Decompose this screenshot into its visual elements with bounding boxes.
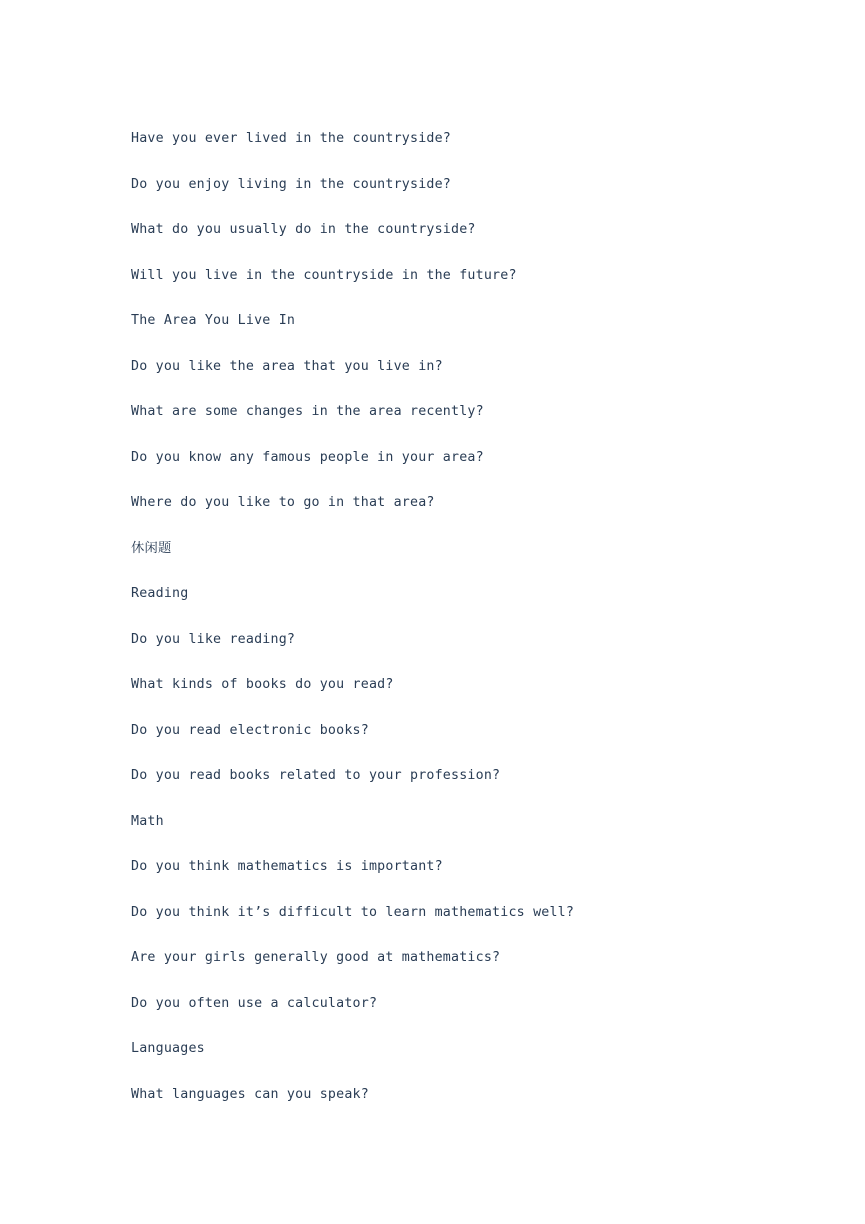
section-heading: Math (131, 813, 164, 829)
question-line: Do you think mathematics is important? (131, 859, 443, 874)
question-line: What do you usually do in the countryside? (131, 222, 476, 237)
section-heading: Languages (131, 1041, 205, 1056)
question-line: Do you often use a calculator? (131, 995, 378, 1011)
question-line: Do you read books related to your profession? (131, 768, 501, 783)
question-line: What languages can you speak? (131, 1086, 369, 1102)
question-line: Do you read electronic books? (131, 722, 369, 738)
question-line: What kinds of books do you read? (131, 677, 394, 692)
question-line: Have you ever lived in the countryside? (131, 131, 452, 146)
question-line: Will you live in the countryside in the future? (131, 267, 517, 283)
question-line: Do you enjoy living in the countryside? (131, 176, 452, 192)
question-line: Do you like reading? (131, 631, 296, 647)
document-body (131, 128, 574, 1129)
question-line: Do you think it’s difficult to learn mathematics well? (131, 904, 575, 920)
question-line: Do you know any famous people in your area? (131, 449, 484, 465)
question-line: What are some changes in the area recently? (131, 404, 484, 419)
category-heading: 休闲题 (131, 540, 172, 556)
question-line: Do you like the area that you live in? (131, 358, 443, 374)
section-heading: Reading (131, 586, 189, 601)
question-line: Where do you like to go in that area? (131, 495, 435, 510)
question-line: Are your girls generally good at mathematics? (131, 950, 501, 965)
section-heading: The Area You Live In (131, 313, 296, 328)
